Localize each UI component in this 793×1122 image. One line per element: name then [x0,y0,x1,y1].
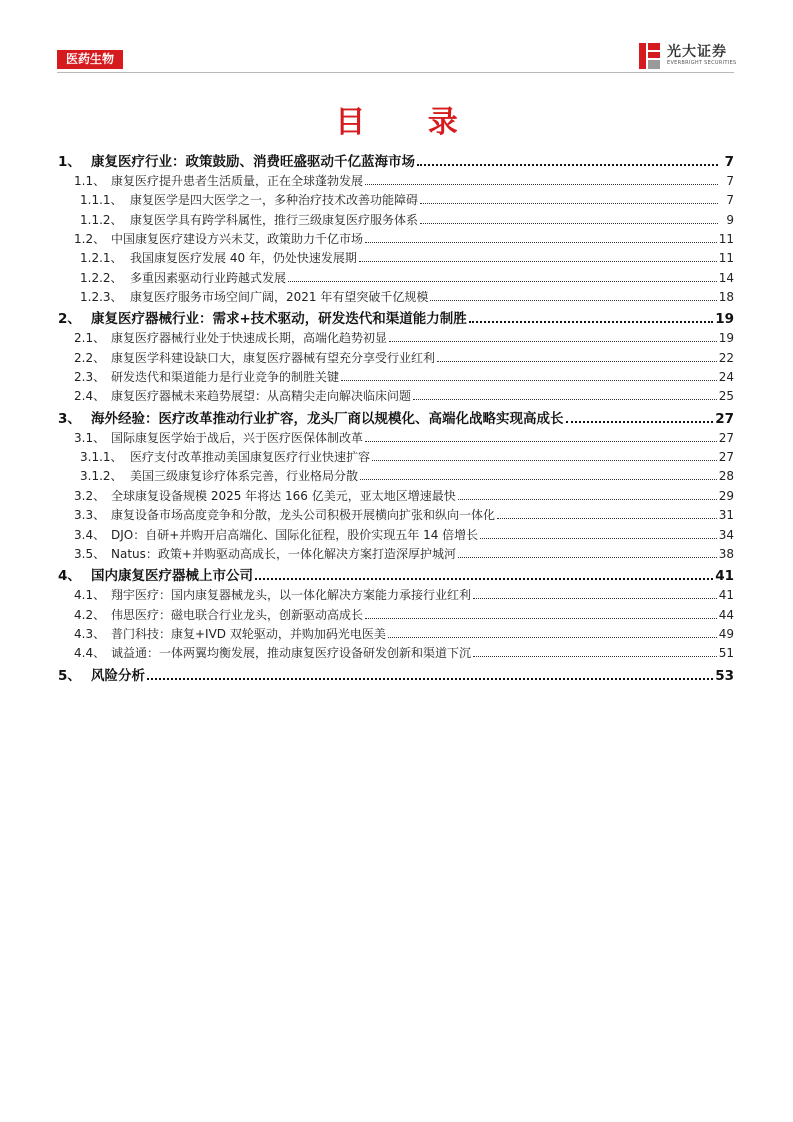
toc-entry-title: 康复医疗提升患者生活质量，正在全球蓬勃发展 [111,174,364,188]
toc-entry-title: 中国康复医疗建设方兴未艾，政策助力千亿市场 [111,232,364,247]
toc-entry-number: 3.1.1、 [80,450,123,465]
toc-entry-title: 普门科技：康复+IVD 双轮驱动，并购加码光电医美 [111,626,386,641]
toc-entry[interactable] [58,467,734,486]
toc-leader-dots [458,557,717,558]
toc-leader-dots [288,281,717,282]
toc-entry[interactable] [58,407,734,429]
toc-entry-title: 康复医疗器械未来趋势展望：从高精尖走向解决临床问题 [111,389,412,404]
toc-entry-number: 4.2、 [74,607,106,622]
toc-leader-dots [458,499,717,500]
toc-leader-dots [365,242,717,243]
toc-entry-title: 翔宇医疗：国内康复器械龙头，以一体化解决方案能力承接行业红利 [111,588,472,603]
toc-entry-page: 18 [718,290,734,305]
toc-entry-title: 我国康复医疗发展 40 年，仍处快速发展期 [130,251,357,266]
toc-entry[interactable] [58,487,734,506]
toc-entry[interactable] [58,526,734,545]
toc-entry-number: 1.1.2、 [80,212,123,227]
toc-leader-dots [388,637,717,638]
toc-entry[interactable] [58,644,734,663]
everbright-logo [637,41,737,71]
toc-entry-number: 2、 [58,311,81,328]
toc-entry-number: 2.3、 [74,370,106,385]
toc-entry-page: 53 [715,667,734,684]
sector-tag: 医药生物 [57,50,123,69]
toc-entry-page: 14 [718,270,734,285]
toc-entry-page: 9 [726,212,734,227]
toc-leader-dots [420,223,718,224]
toc-leader-dots [566,421,714,423]
toc-leader-dots [413,399,717,400]
toc-entry-title: DJO：自研+并购开启高端化、国际化征程，股价实现五年 14 倍增长 [111,527,479,542]
toc-entry-page: 25 [718,389,734,404]
toc-leader-dots [365,184,718,185]
toc-entry[interactable] [58,249,734,268]
toc-entry[interactable] [58,429,734,448]
toc-entry-page: 27 [718,450,734,465]
toc-entry-page: 27 [715,410,734,427]
toc-entry-number: 1.2.3、 [80,290,123,305]
toc-entry-title: 康复医疗器械行业处于快速成长期，高端化趋势初显 [111,331,388,346]
toc-entry-number: 3.4、 [74,527,106,542]
toc-entry-page: 11 [718,232,734,247]
toc-entry-title: 康复医疗行业：政策鼓励、消费旺盛驱动千亿蓝海市场 [91,154,415,170]
toc-leader-dots [365,441,717,442]
toc-entry-number: 2.2、 [74,350,106,365]
toc-entry[interactable] [58,586,734,605]
toc-entry-page: 29 [718,488,734,503]
toc-leader-dots [389,341,717,342]
toc-entry[interactable] [58,329,734,348]
toc-entry-number: 1.1.1、 [80,193,123,208]
toc-entry[interactable] [58,269,734,288]
toc-entry-page: 49 [718,626,734,641]
toc-entry-title: Natus：政策+并购驱动高成长，一体化解决方案打造深厚护城河 [111,546,456,561]
toc-entry[interactable] [58,564,734,586]
toc-entry-number: 2.1、 [74,331,106,346]
toc-entry-title: 康复医疗器械行业：需求+技术驱动，研发迭代和渠道能力制胜 [91,311,467,328]
toc-leader-dots [341,380,717,381]
toc-entry-title: 美国三级康复诊疗体系完善，行业格局分散 [130,469,359,484]
toc-entry-number: 3、 [58,410,81,427]
toc-leader-dots [430,300,716,301]
toc-leader-dots [147,678,713,680]
toc-entry-page: 7 [724,154,734,170]
toc-leader-dots [437,361,717,362]
toc-leader-dots [473,598,717,599]
toc-leader-dots [469,321,713,323]
toc-entry-page: 11 [718,251,734,266]
toc-entry-page: 7 [726,174,734,188]
header-divider [57,72,734,73]
toc-entry-page: 31 [718,508,734,523]
toc-entry-page: 24 [718,370,734,385]
toc-entry-title: 康复医学具有跨学科属性，推行三级康复医疗服务体系 [130,212,419,227]
toc-leader-dots [473,656,717,657]
toc-entry-number: 2.4、 [74,389,106,404]
toc-entry-title: 国际康复医学始于战后，兴于医疗医保体制改革 [111,430,364,445]
toc-entry-title: 国内康复医疗器械上市公司 [91,568,253,585]
toc-leader-dots [497,518,717,519]
toc-leader-dots [255,578,713,580]
toc-entry-number: 1.2.1、 [80,251,123,266]
toc-entry-page: 41 [715,568,734,585]
toc-entry-page: 7 [726,193,734,208]
toc-entry-number: 5、 [58,667,81,684]
toc-entry-title: 海外经验：医疗改革推动行业扩容，龙头厂商以规模化、高端化战略实现高成长 [91,410,564,427]
toc-entry-number: 4.3、 [74,626,106,641]
toc-entry-page: 51 [718,646,734,661]
table-of-contents [58,150,734,686]
toc-entry-page: 38 [718,546,734,561]
toc-entry-number: 1.2、 [74,232,106,247]
toc-entry[interactable] [58,545,734,564]
toc-entry[interactable] [58,307,734,329]
toc-entry[interactable] [58,211,734,230]
toc-entry[interactable] [58,448,734,467]
toc-entry-title: 伟思医疗：磁电联合行业龙头，创新驱动高成长 [111,607,364,622]
toc-entry-page: 19 [715,311,734,328]
page-title: 目 录 [335,105,484,140]
toc-entry-title: 风险分析 [91,667,145,684]
logo-name-cn: 光大证券 [667,44,727,60]
toc-entry-number: 1、 [58,154,81,170]
toc-entry-number: 4.4、 [74,646,106,661]
toc-entry[interactable] [58,172,734,191]
toc-entry-page: 22 [718,350,734,365]
toc-entry-title: 康复设备市场高度竞争和分散，龙头公司积极开展横向扩张和纵向一体化 [111,508,496,523]
toc-entry[interactable] [58,150,734,172]
toc-entry-page: 34 [718,527,734,542]
toc-entry-number: 3.1.2、 [80,469,123,484]
toc-entry-number: 1.2.2、 [80,270,123,285]
toc-entry-number: 1.1、 [74,174,106,188]
toc-entry-page: 44 [718,607,734,622]
toc-leader-dots [359,261,717,262]
toc-entry-title: 全球康复设备规模 2025 年将达 166 亿美元，亚太地区增速最快 [111,488,456,503]
toc-entry-page: 41 [718,588,734,603]
logo-mark-icon [637,41,663,71]
toc-entry-title: 诚益通：一体两翼均衡发展，推动康复医疗设备研发创新和渠道下沉 [111,646,472,661]
toc-leader-dots [420,203,718,204]
toc-entry[interactable] [58,606,734,625]
toc-entry-title: 康复医疗服务市场空间广阔，2021 年有望突破千亿规模 [130,290,429,305]
toc-entry-page: 19 [718,331,734,346]
toc-entry-number: 3.3、 [74,508,106,523]
toc-leader-dots [480,538,717,539]
toc-entry-number: 3.1、 [74,430,106,445]
toc-entry-number: 4.1、 [74,588,106,603]
toc-entry-title: 康复医学是四大医学之一，多种治疗技术改善功能障碍 [130,193,419,208]
toc-entry[interactable] [58,387,734,406]
toc-entry[interactable] [58,664,734,686]
toc-entry-title: 康复医学科建设缺口大，康复医疗器械有望充分享受行业红利 [111,350,436,365]
toc-entry[interactable] [58,349,734,368]
toc-leader-dots [360,479,717,480]
toc-entry-title: 多重因素驱动行业跨越式发展 [130,270,287,285]
toc-leader-dots [417,164,718,166]
toc-leader-dots [365,618,717,619]
toc-entry-number: 3.5、 [74,546,106,561]
logo-name-en: EVERBRIGHT SECURITIES [667,60,737,66]
toc-entry[interactable] [58,191,734,210]
toc-entry-page: 28 [718,469,734,484]
toc-entry-number: 4、 [58,568,81,585]
toc-entry[interactable] [58,288,734,307]
toc-entry[interactable] [58,230,734,249]
toc-leader-dots [372,460,717,461]
toc-entry[interactable] [58,625,734,644]
toc-entry-number: 3.2、 [74,488,106,503]
toc-entry-title: 医疗支付改革推动美国康复医疗行业快速扩容 [130,450,371,465]
toc-entry[interactable] [58,368,734,387]
toc-entry-page: 27 [718,430,734,445]
toc-entry[interactable] [58,506,734,525]
toc-entry-title: 研发迭代和渠道能力是行业竞争的制胜关键 [111,370,340,385]
